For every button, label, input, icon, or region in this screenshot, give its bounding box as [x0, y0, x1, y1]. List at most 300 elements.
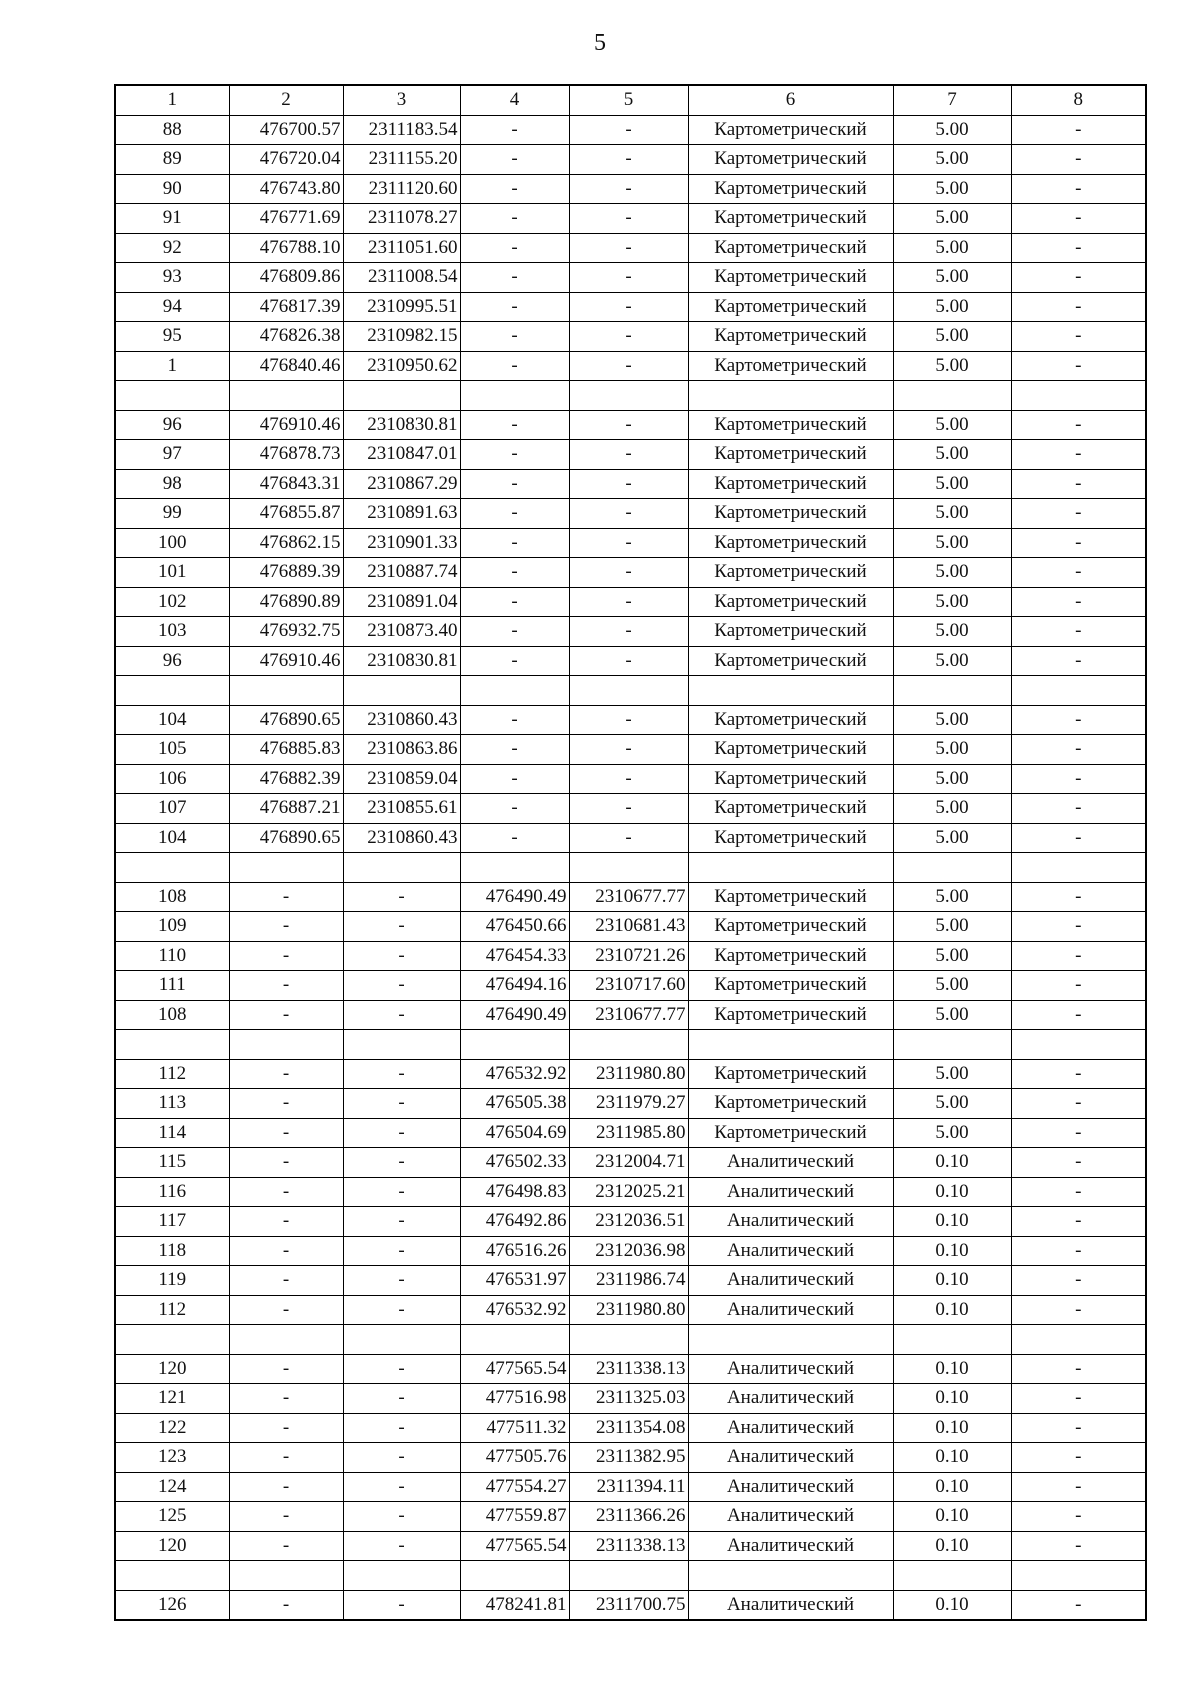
table-cell: - [343, 1354, 460, 1384]
table-cell: 476932.75 [229, 617, 343, 647]
table-cell: 92 [115, 233, 229, 263]
table-cell: Картометрический [688, 735, 893, 765]
table-cell: - [460, 204, 569, 234]
table-cell: Картометрический [688, 499, 893, 529]
table-cell [115, 853, 229, 883]
table-cell [460, 676, 569, 706]
separator-row [115, 676, 1146, 706]
table-cell: - [343, 971, 460, 1001]
table-cell: 476889.39 [229, 558, 343, 588]
table-cell: - [1011, 440, 1146, 470]
table-cell: Картометрический [688, 823, 893, 853]
table-cell: 5.00 [893, 469, 1011, 499]
table-cell: - [569, 410, 688, 440]
table-cell: - [229, 1148, 343, 1178]
table-cell [460, 1561, 569, 1591]
table-cell: 0.10 [893, 1472, 1011, 1502]
table-cell: Картометрический [688, 705, 893, 735]
table-cell: 2310891.04 [343, 587, 460, 617]
table-cell: 2310721.26 [569, 941, 688, 971]
table-cell: - [1011, 1207, 1146, 1237]
table-cell: 476494.16 [460, 971, 569, 1001]
table-cell: 476505.38 [460, 1089, 569, 1119]
table-cell: Аналитический [688, 1148, 893, 1178]
table-row [115, 941, 1146, 971]
table-cell: 5.00 [893, 705, 1011, 735]
table-cell: - [460, 322, 569, 352]
table-cell: - [1011, 292, 1146, 322]
table-cell: 2310867.29 [343, 469, 460, 499]
table-cell [893, 381, 1011, 411]
table-cell: 5.00 [893, 1059, 1011, 1089]
table-cell [115, 381, 229, 411]
separator-row [115, 1325, 1146, 1355]
table-row [115, 1000, 1146, 1030]
table-cell: - [343, 1502, 460, 1532]
table-cell [229, 676, 343, 706]
table-cell: - [229, 1295, 343, 1325]
table-cell: - [229, 1000, 343, 1030]
table-cell: 5.00 [893, 1089, 1011, 1119]
separator-row [115, 853, 1146, 883]
table-cell: 2311183.54 [343, 115, 460, 145]
table-cell: 5.00 [893, 971, 1011, 1001]
table-cell: Картометрический [688, 882, 893, 912]
table-cell: - [569, 263, 688, 293]
table-cell: - [1011, 617, 1146, 647]
table-cell: 2311366.26 [569, 1502, 688, 1532]
table-cell: 476887.21 [229, 794, 343, 824]
table-cell: - [229, 1413, 343, 1443]
table-cell [1011, 676, 1146, 706]
table-cell: 2310873.40 [343, 617, 460, 647]
table-cell: 2311078.27 [343, 204, 460, 234]
table-row [115, 1148, 1146, 1178]
table-cell [460, 1325, 569, 1355]
table-row [115, 351, 1146, 381]
table-cell: 108 [115, 882, 229, 912]
table-cell: - [229, 1502, 343, 1532]
table-cell: - [569, 145, 688, 175]
table-cell: 2310717.60 [569, 971, 688, 1001]
table-cell: 5.00 [893, 882, 1011, 912]
table-cell: Аналитический [688, 1177, 893, 1207]
table-cell: 477505.76 [460, 1443, 569, 1473]
table-cell: 105 [115, 735, 229, 765]
table-cell [688, 381, 893, 411]
table-cell: 2310859.04 [343, 764, 460, 794]
table-cell: - [343, 1207, 460, 1237]
table-cell: Картометрический [688, 558, 893, 588]
coordinates-table [114, 84, 1147, 1621]
table-cell: 2310891.63 [343, 499, 460, 529]
table-cell: - [460, 145, 569, 175]
table-cell: 2311051.60 [343, 233, 460, 263]
table-cell: - [1011, 1384, 1146, 1414]
table-cell: 5.00 [893, 764, 1011, 794]
table-cell: Картометрический [688, 971, 893, 1001]
table-cell: 96 [115, 410, 229, 440]
table-cell: 2311980.80 [569, 1059, 688, 1089]
table-cell: 476532.92 [460, 1059, 569, 1089]
table-cell: 2310887.74 [343, 558, 460, 588]
table-cell: - [1011, 233, 1146, 263]
table-cell: 5.00 [893, 145, 1011, 175]
table-cell: 107 [115, 794, 229, 824]
table-row [115, 528, 1146, 558]
table-cell: - [569, 233, 688, 263]
table-cell: - [343, 1148, 460, 1178]
table-cell: 476882.39 [229, 764, 343, 794]
table-cell: 2310995.51 [343, 292, 460, 322]
table-cell: 103 [115, 617, 229, 647]
table-cell: 125 [115, 1502, 229, 1532]
table-cell: Картометрический [688, 322, 893, 352]
table-cell [688, 1325, 893, 1355]
table-cell [343, 676, 460, 706]
table-cell: - [1011, 941, 1146, 971]
table-cell: 116 [115, 1177, 229, 1207]
table-row [115, 617, 1146, 647]
table-cell: 2311980.80 [569, 1295, 688, 1325]
table-cell: 2310982.15 [343, 322, 460, 352]
table-cell: - [569, 705, 688, 735]
table-cell [688, 853, 893, 883]
table-cell: - [569, 823, 688, 853]
table-cell: Картометрический [688, 263, 893, 293]
column-header: 2 [229, 85, 343, 115]
table-cell: 108 [115, 1000, 229, 1030]
table-cell: 476910.46 [229, 410, 343, 440]
table-cell: Картометрический [688, 233, 893, 263]
table-row [115, 558, 1146, 588]
table-cell: - [229, 1443, 343, 1473]
table-cell: 478241.81 [460, 1590, 569, 1620]
table-cell: - [569, 292, 688, 322]
table-cell: 476788.10 [229, 233, 343, 263]
table-cell: 104 [115, 705, 229, 735]
table-cell [1011, 381, 1146, 411]
table-cell: - [460, 587, 569, 617]
table-cell: Картометрический [688, 115, 893, 145]
table-row [115, 646, 1146, 676]
table-cell: 5.00 [893, 646, 1011, 676]
table-cell: 0.10 [893, 1177, 1011, 1207]
table-cell: 2310860.43 [343, 823, 460, 853]
table-cell: Аналитический [688, 1502, 893, 1532]
table-cell: 5.00 [893, 174, 1011, 204]
table-cell: - [569, 735, 688, 765]
table-cell: - [1011, 499, 1146, 529]
table-cell: - [1011, 912, 1146, 942]
table-cell [229, 381, 343, 411]
table-cell: - [229, 1531, 343, 1561]
table-cell: Картометрический [688, 440, 893, 470]
table-cell: - [1011, 1354, 1146, 1384]
table-cell: - [1011, 558, 1146, 588]
table-cell [115, 1030, 229, 1060]
table-cell: - [1011, 587, 1146, 617]
table-cell [1011, 1561, 1146, 1591]
table-cell: 122 [115, 1413, 229, 1443]
table-row [115, 1118, 1146, 1148]
table-cell [229, 1561, 343, 1591]
table-cell: - [460, 174, 569, 204]
table-cell: - [569, 499, 688, 529]
table-cell: 0.10 [893, 1295, 1011, 1325]
table-row [115, 263, 1146, 293]
table-cell: 114 [115, 1118, 229, 1148]
table-cell [229, 1325, 343, 1355]
table-cell: - [460, 794, 569, 824]
table-cell: 2311394.11 [569, 1472, 688, 1502]
table-row [115, 1207, 1146, 1237]
separator-row [115, 381, 1146, 411]
table-cell: 5.00 [893, 410, 1011, 440]
table-cell: 5.00 [893, 233, 1011, 263]
table-cell: Картометрический [688, 174, 893, 204]
table-cell: 5.00 [893, 617, 1011, 647]
table-cell: 109 [115, 912, 229, 942]
table-cell: 94 [115, 292, 229, 322]
table-cell: 5.00 [893, 528, 1011, 558]
table-cell: - [569, 469, 688, 499]
table-cell: Картометрический [688, 1089, 893, 1119]
table-row [115, 1502, 1146, 1532]
table-cell: 476502.33 [460, 1148, 569, 1178]
table-cell: - [1011, 882, 1146, 912]
table-cell: 2310677.77 [569, 1000, 688, 1030]
table-cell: 119 [115, 1266, 229, 1296]
table-cell: 476490.49 [460, 882, 569, 912]
table-cell: 476504.69 [460, 1118, 569, 1148]
table-cell: - [343, 1295, 460, 1325]
table-cell: 89 [115, 145, 229, 175]
table-cell: 93 [115, 263, 229, 293]
column-header: 6 [688, 85, 893, 115]
table-cell [115, 1325, 229, 1355]
table-row [115, 882, 1146, 912]
table-cell: 99 [115, 499, 229, 529]
table-cell: 476843.31 [229, 469, 343, 499]
table-cell: Картометрический [688, 145, 893, 175]
table-cell: - [1011, 971, 1146, 1001]
table-cell: 476809.86 [229, 263, 343, 293]
separator-row [115, 1030, 1146, 1060]
table-cell: - [460, 823, 569, 853]
table-cell: 476771.69 [229, 204, 343, 234]
table-cell [1011, 853, 1146, 883]
table-cell: - [1011, 1590, 1146, 1620]
table-cell: - [1011, 1266, 1146, 1296]
table-cell: 2312025.21 [569, 1177, 688, 1207]
table-cell: Картометрический [688, 617, 893, 647]
table-cell: - [460, 469, 569, 499]
table-cell: 2310677.77 [569, 882, 688, 912]
table-cell: 2310855.61 [343, 794, 460, 824]
table-cell: - [569, 617, 688, 647]
table-cell: - [460, 499, 569, 529]
table-cell: - [229, 971, 343, 1001]
table-cell: - [343, 1472, 460, 1502]
table-cell: Картометрический [688, 1118, 893, 1148]
table-cell: - [229, 1207, 343, 1237]
table-cell: 2310847.01 [343, 440, 460, 470]
table-cell: - [229, 1236, 343, 1266]
table-cell: Картометрический [688, 646, 893, 676]
table-cell [569, 1030, 688, 1060]
table-cell: Картометрический [688, 410, 893, 440]
table-cell: - [1011, 204, 1146, 234]
table-cell: - [343, 1384, 460, 1414]
table-row [115, 145, 1146, 175]
table-cell: - [460, 705, 569, 735]
table-cell: Картометрический [688, 912, 893, 942]
table-cell: 5.00 [893, 263, 1011, 293]
table-cell: 5.00 [893, 322, 1011, 352]
table-cell: - [229, 882, 343, 912]
table-cell: 476862.15 [229, 528, 343, 558]
table-cell: - [1011, 1236, 1146, 1266]
table-cell: - [229, 1089, 343, 1119]
table-cell: Аналитический [688, 1443, 893, 1473]
table-cell: - [343, 1266, 460, 1296]
table-cell: - [229, 1266, 343, 1296]
table-cell: 98 [115, 469, 229, 499]
table-cell: Аналитический [688, 1531, 893, 1561]
table-cell: 5.00 [893, 204, 1011, 234]
table-cell [460, 853, 569, 883]
table-cell: - [1011, 1531, 1146, 1561]
table-row [115, 1059, 1146, 1089]
table-cell: Аналитический [688, 1590, 893, 1620]
table-cell [688, 676, 893, 706]
table-row [115, 971, 1146, 1001]
table-cell: - [460, 646, 569, 676]
table-cell: 476700.57 [229, 115, 343, 145]
table-cell: 2311155.20 [343, 145, 460, 175]
table-cell: 476826.38 [229, 322, 343, 352]
table-cell [1011, 1325, 1146, 1355]
table-cell: 2311338.13 [569, 1531, 688, 1561]
table-cell [460, 1030, 569, 1060]
table-cell [893, 1030, 1011, 1060]
table-cell: - [569, 558, 688, 588]
table-cell: 5.00 [893, 912, 1011, 942]
table-cell: 111 [115, 971, 229, 1001]
table-cell: - [1011, 1118, 1146, 1148]
table-cell: 476910.46 [229, 646, 343, 676]
table-cell: 106 [115, 764, 229, 794]
table-cell: 476890.65 [229, 705, 343, 735]
table-cell: - [229, 1059, 343, 1089]
table-cell: 95 [115, 322, 229, 352]
table-cell: 100 [115, 528, 229, 558]
table-cell: - [343, 1236, 460, 1266]
table-cell: 476878.73 [229, 440, 343, 470]
table-cell: 0.10 [893, 1148, 1011, 1178]
table-row [115, 1531, 1146, 1561]
table-cell: - [1011, 1148, 1146, 1178]
table-cell: - [460, 351, 569, 381]
table-cell: - [343, 1000, 460, 1030]
table-cell: 102 [115, 587, 229, 617]
table-cell: - [1011, 705, 1146, 735]
table-cell: 476532.92 [460, 1295, 569, 1325]
table-cell [343, 1030, 460, 1060]
table-cell: Аналитический [688, 1384, 893, 1414]
table-cell: - [343, 1118, 460, 1148]
table-cell: - [1011, 263, 1146, 293]
table-row [115, 499, 1146, 529]
table-cell: 2312036.98 [569, 1236, 688, 1266]
table-cell: 476720.04 [229, 145, 343, 175]
table-cell: 2311354.08 [569, 1413, 688, 1443]
table-cell [343, 1325, 460, 1355]
table-cell: - [1011, 322, 1146, 352]
table-cell: - [569, 322, 688, 352]
table-cell: Аналитический [688, 1413, 893, 1443]
table-cell: 476855.87 [229, 499, 343, 529]
table-cell: 0.10 [893, 1443, 1011, 1473]
table-cell: 2311700.75 [569, 1590, 688, 1620]
table-cell: - [1011, 794, 1146, 824]
table-cell: - [1011, 410, 1146, 440]
table-row [115, 410, 1146, 440]
table-cell: 476890.89 [229, 587, 343, 617]
table-row [115, 1354, 1146, 1384]
table-cell: 476890.65 [229, 823, 343, 853]
table-cell: 120 [115, 1531, 229, 1561]
table-row [115, 1443, 1146, 1473]
table-cell: 476492.86 [460, 1207, 569, 1237]
table-cell: Картометрический [688, 469, 893, 499]
table-cell [343, 853, 460, 883]
table-cell: 5.00 [893, 1000, 1011, 1030]
page-number: 5 [594, 30, 606, 56]
table-cell: - [460, 410, 569, 440]
column-header: 7 [893, 85, 1011, 115]
table-cell: 5.00 [893, 115, 1011, 145]
table-cell: 477554.27 [460, 1472, 569, 1502]
table-cell: - [1011, 1295, 1146, 1325]
table-cell: Картометрический [688, 351, 893, 381]
table-cell: 5.00 [893, 351, 1011, 381]
table-cell: 477565.54 [460, 1531, 569, 1561]
table-cell: Аналитический [688, 1266, 893, 1296]
table-cell: 2311986.74 [569, 1266, 688, 1296]
table-cell: 121 [115, 1384, 229, 1414]
table-cell: 2312004.71 [569, 1148, 688, 1178]
table-cell: 5.00 [893, 587, 1011, 617]
table-cell: 2311979.27 [569, 1089, 688, 1119]
table-cell: 476840.46 [229, 351, 343, 381]
table-cell: - [229, 1590, 343, 1620]
table-cell: - [569, 646, 688, 676]
table-cell: 476743.80 [229, 174, 343, 204]
table-cell [893, 1325, 1011, 1355]
table-cell [569, 381, 688, 411]
table-cell: Картометрический [688, 204, 893, 234]
table-cell: Картометрический [688, 292, 893, 322]
table-cell: - [343, 1531, 460, 1561]
table-cell: - [569, 764, 688, 794]
table-cell [115, 1561, 229, 1591]
table-cell: 0.10 [893, 1207, 1011, 1237]
table-cell: 2310681.43 [569, 912, 688, 942]
table-cell: 476885.83 [229, 735, 343, 765]
table-cell: 115 [115, 1148, 229, 1178]
